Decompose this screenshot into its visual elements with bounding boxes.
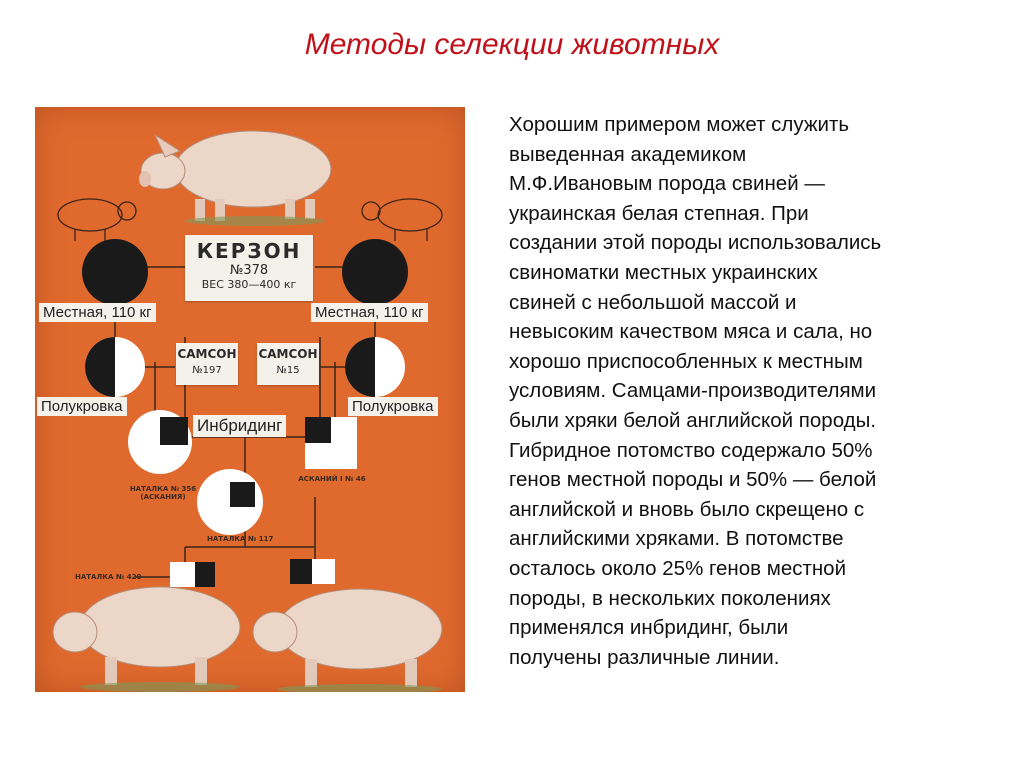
pig-bottom-right-image	[253, 589, 442, 692]
body-line: свиней с небольшой массой и	[509, 290, 797, 314]
body-line: английской и вновь было скрещено с	[509, 497, 865, 521]
body-line: Гибридное потомство содержало 50%	[509, 438, 873, 462]
local-right-label: Местная, 110 кг	[311, 303, 428, 322]
samson-15-name: САМСОН	[258, 347, 318, 361]
pig-kerzon-image	[139, 131, 331, 226]
body-line: создании этой породы использовались	[509, 231, 882, 255]
body-line: генов местной породы и 50% — белой	[509, 468, 877, 492]
samson-197-number: №197	[192, 365, 222, 376]
hybrid-right-circle	[345, 337, 405, 397]
body-line: украинская белая степная. При	[509, 201, 809, 225]
body-line: были хряки белой английской породы.	[509, 408, 877, 432]
samson-15-number: №15	[276, 365, 300, 376]
body-line: применялся инбридинг, были	[509, 616, 789, 640]
breeding-poster	[35, 107, 465, 692]
kerzon-label	[185, 235, 313, 301]
kerzon-name: КЕРЗОН	[196, 239, 302, 263]
bottom-symbol-right	[290, 559, 335, 584]
body-line: осталось около 25% генов местной	[509, 556, 847, 580]
body-line: невысоким качеством мяса и сала, но	[509, 320, 873, 344]
body-text	[509, 110, 989, 672]
hybrid-right-label: Полукровка	[348, 397, 438, 416]
body-line: Хорошим примером может служить	[509, 113, 850, 136]
samson-197-name: САМСОН	[177, 347, 237, 361]
bottom-symbol-left	[170, 562, 215, 587]
hybrid-left-label: Полукровка	[37, 397, 127, 416]
body-line: выведенная академиком	[509, 142, 747, 166]
samson-197-label	[176, 343, 238, 385]
slide-title: Методы селекции животных	[304, 28, 720, 61]
body-line: условиям. Самцами-производителями	[509, 379, 877, 403]
natalka-420-label: НАТАЛКА № 420	[75, 573, 142, 581]
natalka-356-label: НАТАЛКА № 356 (АСКАНИЯ)	[129, 485, 197, 501]
offspring-circle	[197, 469, 263, 535]
local-right-circle	[342, 239, 408, 305]
local-left-circle	[82, 239, 148, 305]
askaniy-label: АСКАНИЙ I № 46	[298, 475, 366, 483]
askaniy-symbol	[305, 417, 357, 469]
natalka-356-symbol	[128, 410, 192, 474]
body-line: М.Ф.Ивановым порода свиней —	[509, 172, 825, 196]
kerzon-number: №378	[229, 263, 269, 278]
local-left-label: Местная, 110 кг	[39, 303, 156, 322]
body-line: свиноматки местных украинских	[509, 260, 818, 284]
pig-outline-right-image	[362, 199, 442, 241]
pig-outline-left-image	[58, 199, 136, 241]
kerzon-weight: ВЕС 380—400 кг	[201, 278, 297, 291]
body-line: получены различные линии.	[509, 645, 780, 669]
body-line: породы, в нескольких поколениях	[509, 586, 831, 610]
samson-15-label	[257, 343, 319, 385]
body-line: английскими хряками. В потомстве	[509, 527, 844, 551]
inbreeding-label: Инбридинг	[193, 415, 286, 437]
pig-bottom-left-image	[53, 587, 240, 692]
body-line: хорошо приспособленных к местным	[509, 349, 863, 373]
natalka-117-label: НАТАЛКА № 117	[207, 535, 274, 543]
hybrid-left-circle	[85, 337, 145, 397]
